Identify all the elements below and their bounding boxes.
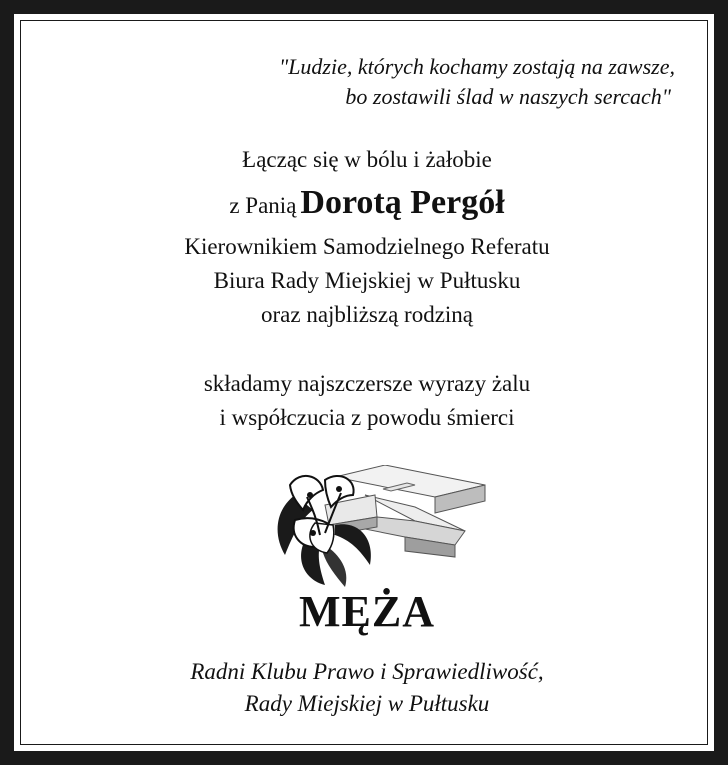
signature-line-2: Rady Miejskiej w Pułtusku (244, 691, 490, 716)
condolence-line-1: składamy najszczersze wyrazy żalu (203, 371, 531, 396)
name-prefix: z Panią (229, 193, 297, 218)
lily-flowers-icon (278, 476, 371, 587)
intro-line-3: Kierownikiem Samodzielnego Referatu (184, 234, 550, 259)
condolence-line-2: i współczucia z powodu śmierci (219, 405, 515, 430)
quote-line-2: bo zostawili ślad w naszych sercach" (345, 84, 671, 109)
intro-line-4: Biura Rady Miejskiej w Pułtusku (213, 268, 521, 293)
cross-icon (325, 465, 485, 557)
signature-line-1: Radni Klubu Prawo i Sprawiedliwość, (190, 659, 544, 684)
notice-panel (14, 14, 714, 751)
deceased-title: MĘŻA (299, 587, 435, 636)
person-name: Dorotą Pergół (300, 184, 505, 221)
intro-line-5: oraz najbliższą rodziną (261, 302, 473, 327)
cross-with-lilies-icon (265, 465, 495, 590)
name-line (17, 181, 717, 231)
intro-line-1: Łącząc się w bólu i żałobie (242, 147, 492, 172)
quote-line-1: "Ludzie, których kochamy zostają na zawsze, (278, 54, 675, 79)
